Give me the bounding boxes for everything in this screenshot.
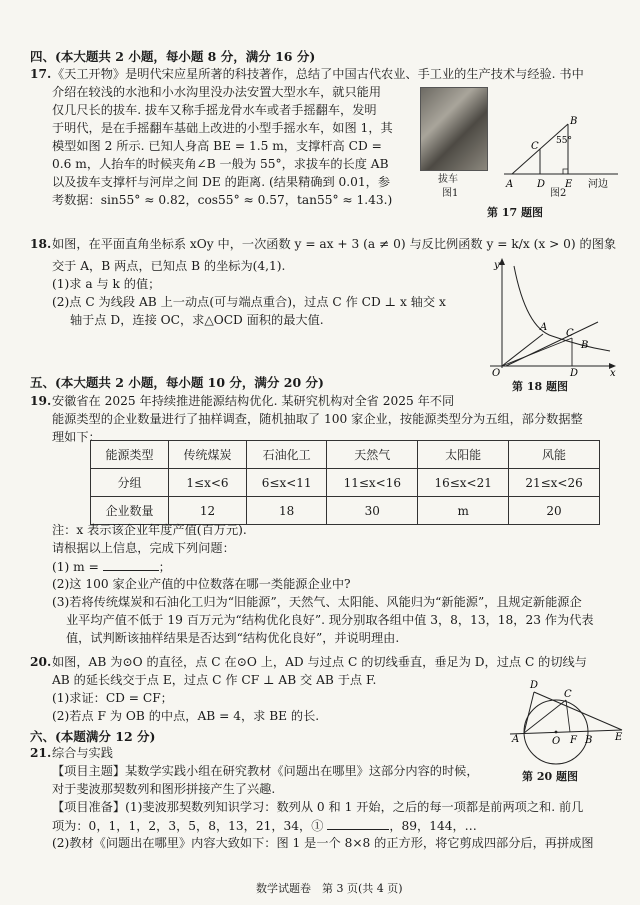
q17-line-5: 模型如图 2 所示. 已知人身高 BE = 1.5 m，支撑杆高 CD = bbox=[52, 139, 382, 153]
table-cell: 16≤x<21 bbox=[418, 469, 509, 497]
q18-y-arrow bbox=[499, 258, 505, 265]
q18-hyperbola bbox=[514, 266, 610, 351]
q21-title: 综合与实践 bbox=[52, 746, 113, 760]
q17-number: 17. bbox=[30, 67, 52, 81]
q18-number: 18. bbox=[30, 237, 52, 251]
q21-line-4 bbox=[52, 817, 477, 834]
table-cell: 21≤x<26 bbox=[509, 469, 600, 497]
q17-line-7: 以及拔车支撑杆与河岸之间 DE 的距离. (结果精确到 0.01，参 bbox=[52, 175, 391, 189]
q17-line-6: 0.6 m，人抬车的时候夹角∠B 一般为 55°，求拔车的长度 AB bbox=[52, 157, 389, 171]
table-cell: 30 bbox=[327, 497, 418, 525]
table-cell: 分组 bbox=[91, 469, 169, 497]
table-header-cell: 传统煤炭 bbox=[168, 441, 246, 469]
q19-answer-blank[interactable] bbox=[103, 558, 159, 571]
table-header-cell: 天然气 bbox=[327, 441, 418, 469]
table-cell: 20 bbox=[509, 497, 600, 525]
q19-data-table bbox=[90, 440, 600, 525]
section-4-header: 四、(本大题共 2 小题，每小题 8 分，满分 16 分) bbox=[30, 49, 316, 64]
q17-river-label: 河边 bbox=[588, 179, 608, 190]
table-cell: m bbox=[418, 497, 509, 525]
q20-label-c: C bbox=[564, 689, 572, 700]
q19-line-2: 能源类型的企业数量进行了抽样调查，随机抽取了 100 家企业，按能源类型分为五组，部分数据整 bbox=[52, 412, 583, 426]
q18-label-c: C bbox=[566, 328, 574, 339]
q19-part-1 bbox=[52, 558, 171, 575]
q20-label-o: O bbox=[552, 736, 561, 747]
q18-figure-caption: 第 18 题图 bbox=[512, 380, 568, 393]
q19-part-3-line-1: (3)若将传统煤炭和石油化工归为“旧能源”，天然气、太阳能、风能归为“新能源”，且规定新能源企 bbox=[52, 595, 582, 609]
table-cell: 企业数量 bbox=[91, 497, 169, 525]
table-cell: 6≤x<11 bbox=[246, 469, 326, 497]
q17-label-c: C bbox=[531, 141, 539, 152]
table-row bbox=[91, 469, 600, 497]
q17-fig1-caption: 图1 bbox=[442, 188, 459, 199]
q18-label-a: A bbox=[540, 322, 548, 333]
q19-line-1: 安徽省在 2025 年持续推进能源结构优化. 某研究机构对全省 2025 年不同 bbox=[52, 394, 455, 408]
q20-label-a: A bbox=[512, 734, 520, 745]
q18-label-x: x bbox=[610, 368, 616, 376]
q18-graph bbox=[480, 256, 620, 376]
q17-line-2: 介绍在较浅的水池和小水沟里没办法安置大型水车，就只能用 bbox=[52, 85, 382, 99]
table-header-cell: 石油化工 bbox=[246, 441, 326, 469]
q17-angle-label: 55° bbox=[556, 136, 572, 146]
q17-right-angle-e bbox=[563, 169, 568, 174]
q19-number: 19. bbox=[30, 394, 52, 408]
q19-part-3-line-2: 业平均产值不低于 19 百万元为“结构优化良好”. 现分别取各组中值 3，8，13，18，23 作为代表 bbox=[66, 613, 594, 627]
q17-label-d: D bbox=[537, 179, 546, 190]
q18-label-d: D bbox=[570, 368, 579, 376]
table-row bbox=[91, 441, 600, 469]
q18-label-b: B bbox=[581, 340, 589, 351]
q21-line-2: 对于斐波那契数列和图形拼接产生了兴趣. bbox=[52, 782, 276, 796]
q18-line-1: 如图，在平面直角坐标系 xOy 中，一次函数 y = ax + 3 (a ≠ 0) 与反比例函数 y = k/x (x > 0) 的图象 bbox=[52, 237, 617, 251]
q17-line-3: 仅几尺长的拔车. 拔车又称手摇龙骨水车或者手摇翻车，发明 bbox=[52, 103, 377, 117]
q21-answer-blank[interactable] bbox=[327, 817, 389, 830]
q18-line-4: (2)点 C 为线段 AB 上一动点(可与端点重合)，过点 C 作 CD ⊥ x 轴交 x bbox=[52, 295, 446, 309]
q17-line-8: 考数据：sin55° ≈ 0.82，cos55° ≈ 0.57，tan55° ≈ 1.43.) bbox=[52, 193, 393, 207]
q19-part-3-line-3: 值，试判断该抽样结果是否达到“结构优化良好”，并说明理由. bbox=[66, 631, 400, 645]
table-header-cell: 能源类型 bbox=[91, 441, 169, 469]
q17-figure-1-photo bbox=[420, 87, 488, 171]
q20-line-2: AB 的延长线交于点 E，过点 C 作 CF ⊥ AB 交 AB 于点 F. bbox=[52, 673, 377, 687]
section-5-header: 五、(本大题共 2 小题，每小题 10 分，满分 20 分) bbox=[30, 375, 324, 390]
q19-part-1-end: ； bbox=[158, 560, 171, 574]
q20-segment-cf bbox=[566, 700, 570, 732]
q20-number: 20. bbox=[30, 655, 52, 669]
table-header-cell: 太阳能 bbox=[418, 441, 509, 469]
q20-line-1: 如图，AB 为⊙O 的直径，点 C 在⊙O 上，AD 与过点 C 的切线垂直，垂足为 D，过点 C 的切线与 bbox=[52, 655, 587, 669]
section-6-header: 六、(本题满分 12 分) bbox=[30, 729, 156, 744]
q17-fig2-caption: 图2 bbox=[550, 188, 567, 199]
page-footer: 数学试题卷 第 3 页(共 4 页) bbox=[256, 882, 403, 895]
q20-figure bbox=[498, 676, 628, 766]
q19-part-2: (2)这 100 家企业产值的中位数落在哪一类能源企业中? bbox=[52, 577, 351, 591]
q18-line-3: (1)求 a 与 k 的值； bbox=[52, 277, 161, 291]
q19-part-1-text: (1) m = bbox=[52, 560, 99, 574]
q21-line-5: (2)教材《问题出在哪里》内容大致如下：图 1 是一个 8×8 的正方形，将它剪成四部分后，再拼成图 bbox=[52, 836, 594, 850]
q17-line-4: 于明代，是在手摇翻车基础上改进的小型手摇水车，如图 1，其 bbox=[52, 121, 393, 135]
q20-segment-ac bbox=[524, 700, 566, 733]
q20-line-4: (2)若点 F 为 OB 的中点，AB = 4，求 BE 的长. bbox=[52, 709, 320, 723]
q20-figure-caption: 第 20 题图 bbox=[522, 770, 578, 783]
q17-figure-caption: 第 17 题图 bbox=[487, 206, 543, 219]
q17-figure-2 bbox=[500, 112, 630, 192]
q21-line-4-end: ，89，144，… bbox=[389, 819, 477, 833]
q17-label-b: B bbox=[570, 116, 578, 127]
q19-line-3: 理如下： bbox=[52, 430, 101, 444]
table-cell: 12 bbox=[168, 497, 246, 525]
q21-line-4-text: 项为：0，1，1，2，3，5，8，13，21，34，① bbox=[52, 819, 324, 833]
q18-label-y: y bbox=[494, 260, 500, 271]
table-cell: 18 bbox=[246, 497, 326, 525]
table-cell: 1≤x<6 bbox=[168, 469, 246, 497]
table-cell: 11≤x<16 bbox=[327, 469, 418, 497]
q18-line-5: 轴于点 D，连接 OC，求△OCD 面积的最大值. bbox=[70, 313, 324, 327]
q18-segment-oc bbox=[502, 338, 572, 366]
q17-label-a: A bbox=[506, 179, 514, 190]
q20-label-e: E bbox=[615, 732, 623, 743]
q17-label-e: E bbox=[565, 179, 573, 190]
q18-line-2: 交于 A，B 两点，已知点 B 的坐标为(4,1). bbox=[52, 259, 286, 273]
q21-number: 21. bbox=[30, 746, 52, 760]
q20-label-f: F bbox=[570, 735, 577, 746]
q18-segment-oa bbox=[502, 334, 543, 366]
q19-instruction: 请根据以上信息，完成下列问题： bbox=[52, 541, 235, 555]
q20-label-d: D bbox=[530, 680, 539, 691]
q20-line-3: (1)求证：CD = CF； bbox=[52, 691, 173, 705]
q20-center-point bbox=[555, 731, 558, 734]
table-row bbox=[91, 497, 600, 525]
table-header-cell: 风能 bbox=[509, 441, 600, 469]
q21-line-1: 【项目主题】某数学实践小组在研究教材《问题出在哪里》这部分内容的时候， bbox=[52, 764, 479, 778]
q21-line-3: 【项目准备】(1)斐波那契数列知识学习：数列从 0 和 1 开始，之后的每一项都是前两项之和. 前几 bbox=[52, 800, 584, 814]
q18-label-o: O bbox=[492, 368, 501, 376]
q17-fig1-label: 拔车 bbox=[438, 174, 458, 185]
q20-tangent-line bbox=[534, 692, 622, 730]
q17-line-1: 《天工开物》是明代宋应星所著的科技著作，总结了中国古代农业、手工业的生产技术与经验. 书中 bbox=[52, 67, 584, 81]
q19-note: 注：x 表示该企业年度产值(百万元). bbox=[52, 523, 247, 537]
q20-label-b: B bbox=[585, 735, 593, 746]
